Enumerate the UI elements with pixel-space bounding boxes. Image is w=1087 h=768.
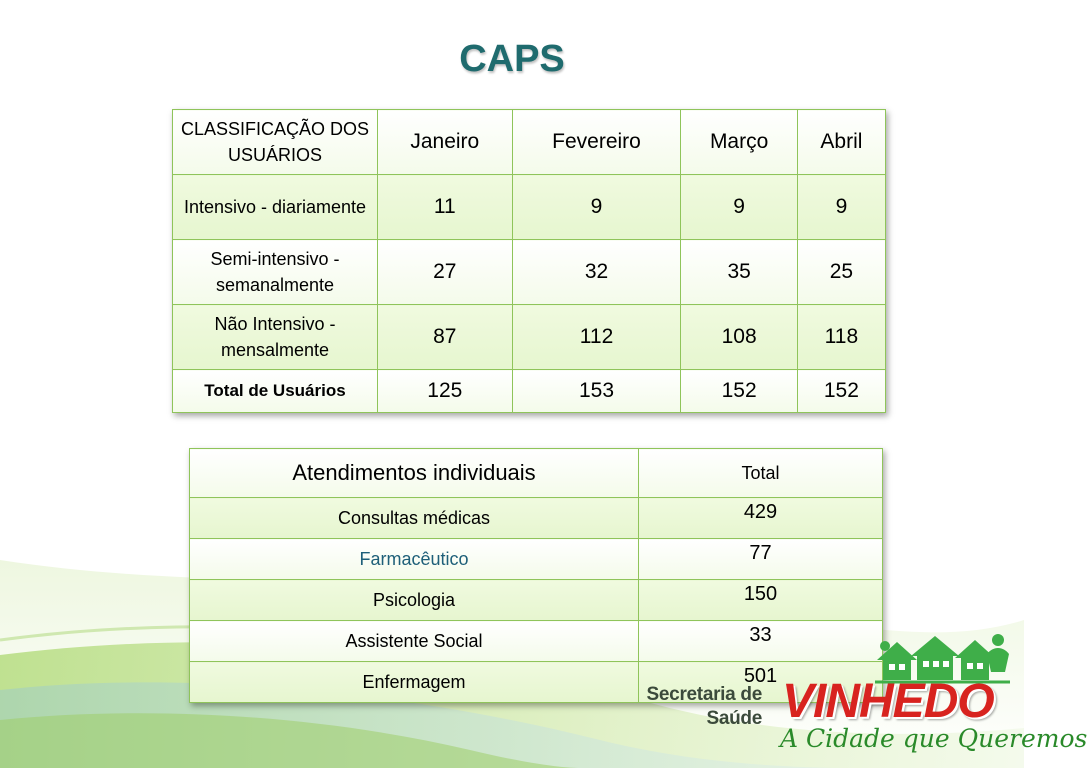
row-label: Consultas médicas xyxy=(190,498,639,539)
cell-value: 11 xyxy=(378,175,513,240)
header-classification: CLASSIFICAÇÃO DOS USUÁRIOS xyxy=(173,110,378,175)
slide-title: CAPS xyxy=(459,38,565,80)
total-row xyxy=(173,370,886,413)
vinhedo-logo xyxy=(640,632,1087,764)
table-row xyxy=(173,240,886,305)
cell-value: 32 xyxy=(512,240,681,305)
row-label: Assistente Social xyxy=(190,621,639,662)
users-classification-table xyxy=(172,109,886,413)
cell-value: 27 xyxy=(378,240,513,305)
secretaria-line-1: Secretaria de xyxy=(646,684,762,705)
secretaria-line-2: Saúde xyxy=(706,708,762,729)
cell-value: 9 xyxy=(681,175,797,240)
table-row xyxy=(173,175,886,240)
header-month: Fevereiro xyxy=(512,110,681,175)
cell-value: 429 xyxy=(639,498,883,539)
row-label: Enfermagem xyxy=(190,662,639,703)
cell-value: 35 xyxy=(681,240,797,305)
header-month: Abril xyxy=(797,110,885,175)
cell-value: 153 xyxy=(512,370,681,413)
cell-value: 77 xyxy=(639,539,883,580)
header-attendance: Atendimentos individuais xyxy=(190,449,639,498)
cell-value: 125 xyxy=(378,370,513,413)
cell-value: 33 xyxy=(639,621,883,662)
cell-value: 152 xyxy=(797,370,885,413)
cell-value: 108 xyxy=(681,305,797,370)
table-header-row xyxy=(173,110,886,175)
row-label: Intensivo - diariamente xyxy=(173,175,378,240)
city-name: VINHEDO xyxy=(782,675,994,728)
cell-value: 9 xyxy=(797,175,885,240)
row-label: Psicologia xyxy=(190,580,639,621)
cell-value: 87 xyxy=(378,305,513,370)
cell-value: 112 xyxy=(512,305,681,370)
header-month: Janeiro xyxy=(378,110,513,175)
cell-value: 150 xyxy=(639,580,883,621)
table-row xyxy=(190,539,883,580)
table-row xyxy=(190,580,883,621)
table-row xyxy=(173,305,886,370)
city-slogan: A Cidade que Queremos xyxy=(780,724,1087,753)
table-row xyxy=(190,498,883,539)
header-month: Março xyxy=(681,110,797,175)
table-header-row xyxy=(190,449,883,498)
row-label: Farmacêutico xyxy=(190,539,639,580)
cell-value: 501 xyxy=(639,662,883,703)
row-label: Não Intensivo - mensalmente xyxy=(173,305,378,370)
cell-value: 152 xyxy=(681,370,797,413)
cell-value: 9 xyxy=(512,175,681,240)
row-label: Semi-intensivo - semanalmente xyxy=(173,240,378,305)
cell-value: 25 xyxy=(797,240,885,305)
row-label: Total de Usuários xyxy=(173,370,378,413)
header-total: Total xyxy=(639,449,883,498)
cell-value: 118 xyxy=(797,305,885,370)
